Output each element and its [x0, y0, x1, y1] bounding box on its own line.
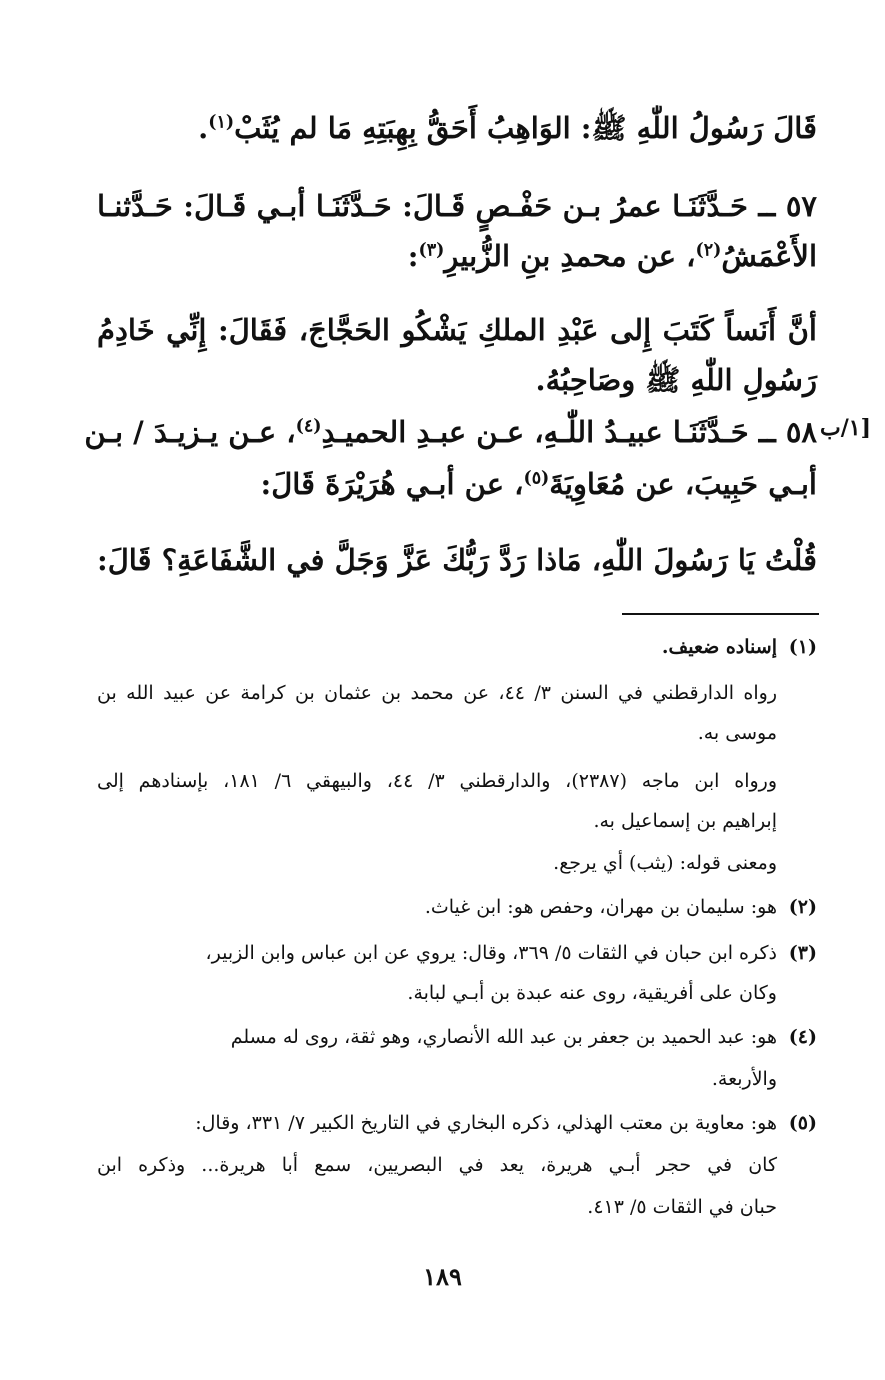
footnote-4-line-1: [231, 1024, 817, 1050]
footnote-1-line-1: رواه الدارقطني في السنن ٣/ ٤٤، عن محمد بن عثمان بن كرامة عن عبيد الله بن: [97, 682, 778, 704]
hadith-57-isnad-line-2: [408, 236, 817, 276]
footnote-5-line-2: كان في حجر أبـي هريرة، يعد في البصريين، سمع أبا هريرة... وذكره ابن: [97, 1154, 777, 1176]
hadith-57-matn-line-1: أنَّ أَنَساً كَتَبَ إِلى عَبْدِ الملكِ يَشْكُو الحَجَّاجَ، فَقَالَ: إِنِّي خَادِمُ: [97, 313, 817, 347]
footnote-3-line-1: [206, 940, 817, 966]
footnote-5-line-3: حبان في الثقات ٥/ ٤١٣.: [587, 1196, 777, 1218]
narrator-name: الأَعْمَشُ: [721, 239, 817, 273]
footnote-2-text: هو: سليمان بن مهران، وحفص هو: ابن غياث.: [424, 896, 777, 918]
hadith-57-matn-line-2: رَسُولِ اللّٰهِ ﷺ وصَاحِبُهُ.: [535, 363, 817, 397]
footnote-ref-5[interactable]: (٥): [523, 468, 550, 489]
footnote-number: (١): [788, 636, 817, 658]
punctuation: :: [407, 239, 419, 273]
footnote-number: (٢): [788, 896, 817, 918]
footnote-ref-2[interactable]: (٢): [695, 240, 722, 261]
page-number: ١٨٩: [423, 1262, 462, 1291]
footnote-1-heading: [662, 634, 817, 660]
footnote-1-line-5: ومعنى قوله: (يثب) أي يرجع.: [553, 852, 777, 874]
footnote-1-line-4: إبراهيم بن إسماعيل به.: [593, 810, 777, 832]
hadith-57-isnad-line-1: ٥٧ ــ حَـدَّثَنَـا عمرُ بـن حَفْـصٍ قَـالَ: حَـدَّثَنَـا أبـي قَـالَ: حَـدَّثنـا: [97, 189, 817, 223]
footnote-ref-3[interactable]: (٣): [418, 240, 445, 261]
footnote-number: (٣): [788, 942, 817, 964]
narrator-name: ، عن محمدِ بنِ الزُّبيرِ: [444, 239, 696, 273]
narrator-name: ، عـن يـزيـدَ / بـن: [84, 415, 296, 449]
punctuation: .: [198, 111, 209, 145]
hadith-58-isnad-line-2: [261, 464, 818, 504]
footnote-number: (٤): [788, 1026, 817, 1048]
footnote-5-text: هو: معاوية بن معتب الهذلي، ذكره البخاري في التاريخ الكبير ٧/ ٣٣١، وقال:: [195, 1112, 777, 1134]
footnote-ref-1[interactable]: (١): [208, 112, 235, 133]
manuscript-folio-marker: [١/ب: [820, 415, 871, 441]
hadith-58-isnad-line-1: [84, 412, 817, 452]
footnote-divider: [622, 613, 819, 615]
hadith-58-matn-line-1: قُلْتُ يَا رَسُولَ اللّٰهِ، مَاذا رَدَّ رَبُّكَ عَزَّ وَجَلَّ في الشَّفَاعَةِ؟ قَالَ:: [97, 543, 817, 577]
footnote-4-text: هو: عبد الحميد بن جعفر بن عبد الله الأنصاري، وهو ثقة، روى له مسلم: [230, 1026, 777, 1048]
footnote-5-line-1: [195, 1110, 817, 1136]
hadith-56-text: [198, 108, 817, 148]
footnote-1-title: إسناده ضعيف.: [661, 636, 777, 658]
footnote-ref-4[interactable]: (٤): [295, 416, 322, 437]
narrator-name: ٥٨ ــ حَـدَّثَنَـا عبيـدُ اللّٰـهِ، عـن عبـدِ الحميـدِ: [321, 415, 817, 449]
footnote-2: [425, 894, 817, 920]
footnote-3-line-2: وكان على أفريقية، روى عنه عبدة بن أبـي لبابة.: [407, 982, 777, 1004]
hadith-56-line: قَالَ رَسُولُ اللّٰهِ ﷺ: الوَاهِبُ أَحَقُّ بِهِبَتِهِ مَا لم يُثَبْ: [234, 111, 817, 145]
footnote-4-line-2: والأربعة.: [711, 1068, 777, 1090]
narrator-name: أبـي حَبِيبَ، عن مُعَاوِيَةَ: [549, 467, 817, 501]
narrator-name: ، عن أبـي هُرَيْرَةَ قَالَ:: [260, 467, 524, 501]
footnote-3-text: ذكره ابن حبان في الثقات ٥/ ٣٦٩، وقال: يروي عن ابن عباس وابن الزبير،: [205, 942, 777, 964]
footnote-1-line-3: ورواه ابن ماجه (٢٣٨٧)، والدارقطني ٣/ ٤٤، والبيهقي ٦/ ١٨١، بإسنادهم إلى: [97, 770, 777, 792]
footnote-1-line-2: موسى به.: [697, 722, 777, 744]
footnote-number: (٥): [788, 1112, 817, 1134]
